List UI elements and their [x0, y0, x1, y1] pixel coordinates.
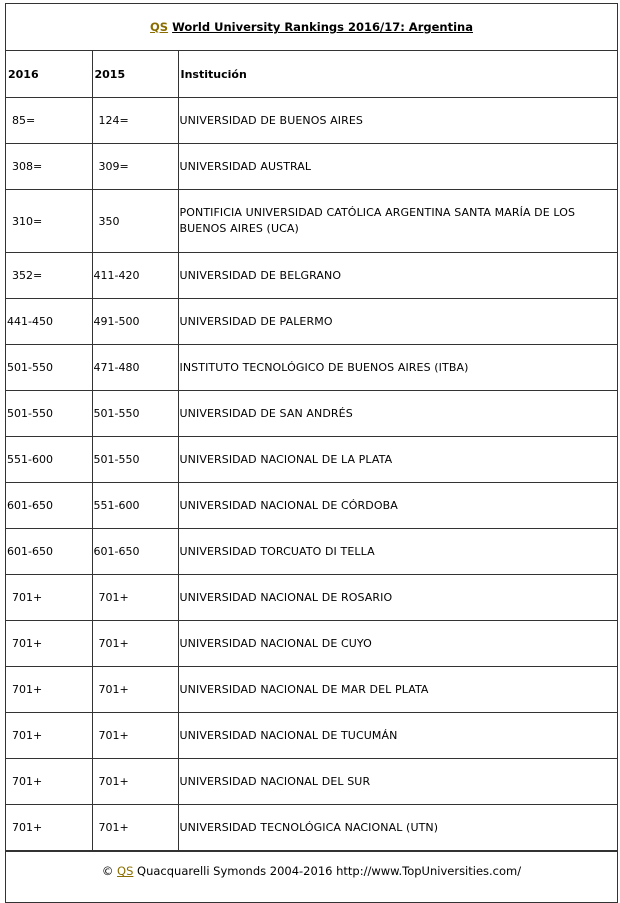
rank-2015-cell: 501-550 — [92, 437, 178, 483]
rankings-table — [6, 51, 617, 851]
title-brand-link[interactable]: QS — [150, 20, 169, 34]
rank-2016-cell: 701+ — [6, 621, 92, 667]
rank-2016-cell: 441-450 — [6, 299, 92, 345]
table-row — [6, 391, 617, 437]
table-title — [6, 4, 617, 51]
rank-2015-cell: 491-500 — [92, 299, 178, 345]
rank-2015-cell: 124= — [92, 98, 178, 144]
rank-2016-cell: 701+ — [6, 759, 92, 805]
footer-text: Quacquarelli Symonds 2004-2016 http://www.TopUniversities.com/ — [137, 864, 522, 878]
rank-2016-cell: 701+ — [6, 805, 92, 851]
institution-cell: UNIVERSIDAD NACIONAL DE TUCUMÁN — [178, 713, 617, 759]
rank-2015-cell: 551-600 — [92, 483, 178, 529]
institution-cell: UNIVERSIDAD DE BELGRANO — [178, 253, 617, 299]
institution-cell: UNIVERSIDAD NACIONAL DE MAR DEL PLATA — [178, 667, 617, 713]
table-header-row — [6, 51, 617, 98]
table-row — [6, 713, 617, 759]
footer-copyright: © — [101, 864, 114, 878]
rank-2016-cell: 601-650 — [6, 483, 92, 529]
table-row — [6, 805, 617, 851]
rank-2016-cell: 501-550 — [6, 391, 92, 437]
rank-2016-cell: 85= — [6, 98, 92, 144]
rank-2015-cell: 350 — [92, 190, 178, 253]
table-row — [6, 529, 617, 575]
institution-cell: UNIVERSIDAD TECNOLÓGICA NACIONAL (UTN) — [178, 805, 617, 851]
header-2015: 2015 — [92, 51, 178, 98]
table-row — [6, 667, 617, 713]
footer-brand-link[interactable]: QS — [117, 864, 134, 878]
rank-2015-cell: 601-650 — [92, 529, 178, 575]
rank-2016-cell: 701+ — [6, 575, 92, 621]
rank-2016-cell: 701+ — [6, 713, 92, 759]
rank-2015-cell: 701+ — [92, 713, 178, 759]
rank-2015-cell: 701+ — [92, 667, 178, 713]
table-row — [6, 483, 617, 529]
rank-2016-cell: 310= — [6, 190, 92, 253]
rank-2015-cell: 501-550 — [92, 391, 178, 437]
table-row — [6, 190, 617, 253]
rank-2016-cell: 308= — [6, 144, 92, 190]
institution-cell: UNIVERSIDAD DE BUENOS AIRES — [178, 98, 617, 144]
table-row — [6, 575, 617, 621]
institution-cell: UNIVERSIDAD NACIONAL DE LA PLATA — [178, 437, 617, 483]
institution-cell: INSTITUTO TECNOLÓGICO DE BUENOS AIRES (ITBA) — [178, 345, 617, 391]
rank-2016-cell: 551-600 — [6, 437, 92, 483]
institution-cell: UNIVERSIDAD NACIONAL DE CÓRDOBA — [178, 483, 617, 529]
rankings-table-frame — [5, 3, 618, 903]
institution-cell: UNIVERSIDAD NACIONAL DEL SUR — [178, 759, 617, 805]
table-row — [6, 299, 617, 345]
table-footer — [6, 851, 617, 891]
rank-2015-cell: 411-420 — [92, 253, 178, 299]
title-text: World University Rankings 2016/17: Argentina — [172, 20, 473, 34]
table-row — [6, 437, 617, 483]
institution-cell: UNIVERSIDAD NACIONAL DE ROSARIO — [178, 575, 617, 621]
rank-2015-cell: 471-480 — [92, 345, 178, 391]
rank-2015-cell: 701+ — [92, 621, 178, 667]
rank-2015-cell: 701+ — [92, 575, 178, 621]
institution-cell: UNIVERSIDAD AUSTRAL — [178, 144, 617, 190]
table-row — [6, 98, 617, 144]
table-row — [6, 144, 617, 190]
rank-2015-cell: 309= — [92, 144, 178, 190]
table-row — [6, 759, 617, 805]
rank-2016-cell: 352= — [6, 253, 92, 299]
institution-cell: PONTIFICIA UNIVERSIDAD CATÓLICA ARGENTINA SANTA MARÍA DE LOS BUENOS AIRES (UCA) — [178, 190, 617, 253]
institution-cell: UNIVERSIDAD DE SAN ANDRÉS — [178, 391, 617, 437]
institution-cell: UNIVERSIDAD NACIONAL DE CUYO — [178, 621, 617, 667]
table-row — [6, 253, 617, 299]
rank-2016-cell: 701+ — [6, 667, 92, 713]
rank-2016-cell: 501-550 — [6, 345, 92, 391]
table-row — [6, 345, 617, 391]
institution-cell: UNIVERSIDAD TORCUATO DI TELLA — [178, 529, 617, 575]
rank-2016-cell: 601-650 — [6, 529, 92, 575]
rank-2015-cell: 701+ — [92, 759, 178, 805]
institution-cell: UNIVERSIDAD DE PALERMO — [178, 299, 617, 345]
table-row — [6, 621, 617, 667]
header-2016: 2016 — [6, 51, 92, 98]
rank-2015-cell: 701+ — [92, 805, 178, 851]
header-institution: Institución — [178, 51, 617, 98]
